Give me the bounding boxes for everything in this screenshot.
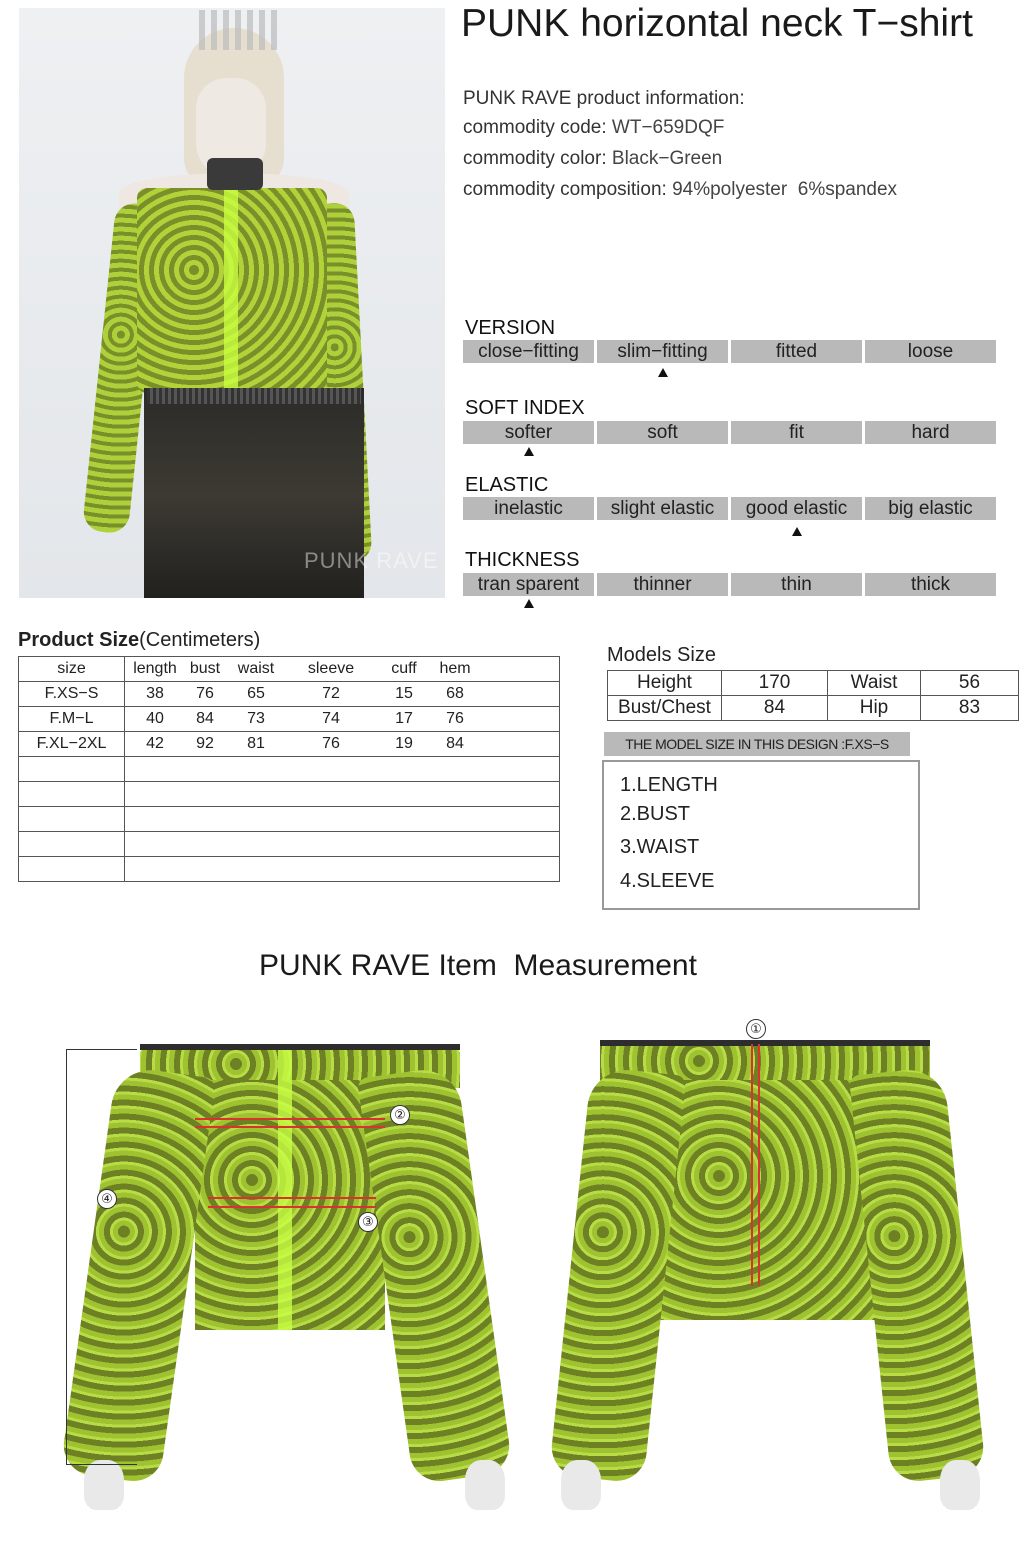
mannequin-hand-left <box>84 1460 124 1510</box>
empty-cell <box>125 857 560 882</box>
waist-label: Waist <box>828 671 921 696</box>
models-row <box>608 671 1019 696</box>
scale-thickness-marker <box>524 599 534 608</box>
product-size-title <box>18 629 260 652</box>
waist-marker: ③ <box>358 1212 378 1232</box>
empty-cell <box>19 857 125 882</box>
empty-row <box>19 807 560 832</box>
row-size: F.M−L <box>19 707 125 732</box>
cell-hem: 68 <box>446 685 464 702</box>
length-marker: ① <box>746 1019 766 1039</box>
legend-sleeve: 4.SLEEVE <box>620 870 715 892</box>
header-measures <box>125 657 560 682</box>
scale-thickness-option: thinner <box>597 573 728 596</box>
length-line <box>758 1044 760 1286</box>
models-row <box>608 696 1019 721</box>
garment-front-stripe <box>278 1050 292 1330</box>
cell-waist: 81 <box>247 735 265 752</box>
bust-marker: ② <box>390 1105 410 1125</box>
scale-soft-title: SOFT INDEX <box>465 397 585 419</box>
hair-spikes <box>199 10 279 50</box>
table-row <box>19 707 560 732</box>
sleeve-marker: ④ <box>97 1189 117 1209</box>
garment-back-right-sleeve <box>849 1066 986 1484</box>
cell-cuff: 19 <box>395 735 413 752</box>
header-bust: bust <box>189 660 221 677</box>
scale-thickness-title: THICKNESS <box>465 549 580 571</box>
pants-waistband <box>147 388 361 404</box>
scale-soft-option: hard <box>865 421 996 444</box>
product-size-title-bold: Product Size <box>18 629 140 651</box>
info-color <box>463 148 722 170</box>
bust-label: Bust/Chest <box>608 696 722 721</box>
empty-row <box>19 832 560 857</box>
garment-back-neckline <box>600 1040 930 1046</box>
scale-thickness-option: thick <box>865 573 996 596</box>
scale-thickness <box>463 573 996 596</box>
table-row <box>19 732 560 757</box>
choker-collar <box>207 158 263 190</box>
scale-elastic-option: big elastic <box>865 497 996 520</box>
cell-cuff: 17 <box>395 710 413 727</box>
cell-hem: 76 <box>446 710 464 727</box>
models-size-table <box>607 670 1019 721</box>
row-values <box>125 732 560 757</box>
height-label: Height <box>608 671 722 696</box>
scale-elastic-option: slight elastic <box>597 497 728 520</box>
product-size-table <box>18 656 560 882</box>
cell-bust: 84 <box>196 710 214 727</box>
scale-version-option: slim−fitting <box>597 340 728 363</box>
header-sleeve: sleeve <box>307 660 355 677</box>
scale-version-option: loose <box>865 340 996 363</box>
model-photo <box>19 8 445 598</box>
mannequin-hand-right <box>465 1460 505 1510</box>
cell-sleeve: 72 <box>322 685 340 702</box>
models-size-title: Models Size <box>607 644 716 666</box>
waist-value: 56 <box>921 671 1019 696</box>
bust-line <box>195 1118 385 1120</box>
cell-length: 40 <box>146 710 164 727</box>
hip-value: 83 <box>921 696 1019 721</box>
empty-cell <box>19 782 125 807</box>
cell-bust: 76 <box>196 685 214 702</box>
scale-version-option: close−fitting <box>463 340 594 363</box>
sleeve-bracket <box>66 1049 137 1465</box>
cell-sleeve: 74 <box>322 710 340 727</box>
scale-elastic <box>463 497 996 520</box>
cell-waist: 65 <box>247 685 265 702</box>
waist-line <box>208 1206 376 1208</box>
scale-elastic-option: good elastic <box>731 497 862 520</box>
scale-soft-option: soft <box>597 421 728 444</box>
height-value: 170 <box>722 671 828 696</box>
table-header-row <box>19 657 560 682</box>
waist-line <box>208 1197 376 1199</box>
empty-cell <box>125 807 560 832</box>
scale-elastic-marker <box>792 527 802 536</box>
scale-thickness-option: tran sparent <box>463 573 594 596</box>
color-label: commodity color: <box>463 148 607 169</box>
cell-sleeve: 76 <box>322 735 340 752</box>
empty-cell <box>125 757 560 782</box>
table-row <box>19 682 560 707</box>
length-line <box>751 1044 753 1286</box>
row-values <box>125 707 560 732</box>
row-values <box>125 682 560 707</box>
info-heading: PUNK RAVE product information: <box>463 88 745 109</box>
model-size-note: THE MODEL SIZE IN THIS DESIGN :F.XS−S <box>604 732 910 756</box>
legend-bust: 2.BUST <box>620 803 691 825</box>
scale-version <box>463 340 996 363</box>
scale-elastic-title: ELASTIC <box>465 474 549 496</box>
product-size-unit: (Centimeters) <box>139 629 261 651</box>
code-value: WT−659DQF <box>611 117 725 138</box>
measurement-title: PUNK RAVE Item Measurement <box>259 949 697 982</box>
scale-version-marker <box>658 368 668 377</box>
cell-hem: 84 <box>446 735 464 752</box>
mannequin-hand-right <box>940 1460 980 1510</box>
row-size: F.XS−S <box>19 682 125 707</box>
bust-line <box>195 1126 385 1128</box>
header-hem: hem <box>439 660 471 677</box>
scale-version-option: fitted <box>731 340 862 363</box>
empty-row <box>19 782 560 807</box>
row-size: F.XL−2XL <box>19 732 125 757</box>
mannequin-hand-left <box>561 1460 601 1510</box>
empty-cell <box>19 807 125 832</box>
empty-row <box>19 857 560 882</box>
cell-cuff: 15 <box>395 685 413 702</box>
code-label: commodity code: <box>463 117 607 138</box>
scale-soft-marker <box>524 447 534 456</box>
empty-row <box>19 757 560 782</box>
scale-elastic-option: inelastic <box>463 497 594 520</box>
garment-back-body <box>650 1080 880 1320</box>
empty-cell <box>125 782 560 807</box>
scale-thickness-option: thin <box>731 573 862 596</box>
info-code <box>463 117 724 139</box>
garment-back <box>555 1040 975 1520</box>
empty-cell <box>19 832 125 857</box>
measurement-legend <box>602 760 920 910</box>
garment-front-neckline <box>140 1044 460 1050</box>
top-stripe <box>224 188 238 393</box>
scale-soft-option: fit <box>731 421 862 444</box>
bust-value: 84 <box>722 696 828 721</box>
header-length: length <box>133 660 177 677</box>
cell-bust: 92 <box>196 735 214 752</box>
color-value: Black−Green <box>611 148 723 169</box>
scale-version-title: VERSION <box>465 317 556 339</box>
header-size: size <box>19 657 125 682</box>
cell-length: 38 <box>146 685 164 702</box>
empty-cell <box>19 757 125 782</box>
hip-label: Hip <box>828 696 921 721</box>
header-cuff: cuff <box>391 660 417 677</box>
composition-value: 94%polyester 6%spandex <box>672 179 898 200</box>
legend-length: 1.LENGTH <box>620 774 718 796</box>
composition-label: commodity composition: <box>463 179 667 200</box>
product-title: PUNK horizontal neck T−shirt <box>461 2 973 45</box>
legend-waist: 3.WAIST <box>620 836 700 858</box>
scale-soft-option: softer <box>463 421 594 444</box>
header-waist: waist <box>237 660 275 677</box>
photo-watermark: PUNK RAVE <box>304 548 439 573</box>
scale-soft <box>463 421 996 444</box>
cell-length: 42 <box>146 735 164 752</box>
info-composition <box>463 179 897 201</box>
cell-waist: 73 <box>247 710 265 727</box>
empty-cell <box>125 832 560 857</box>
